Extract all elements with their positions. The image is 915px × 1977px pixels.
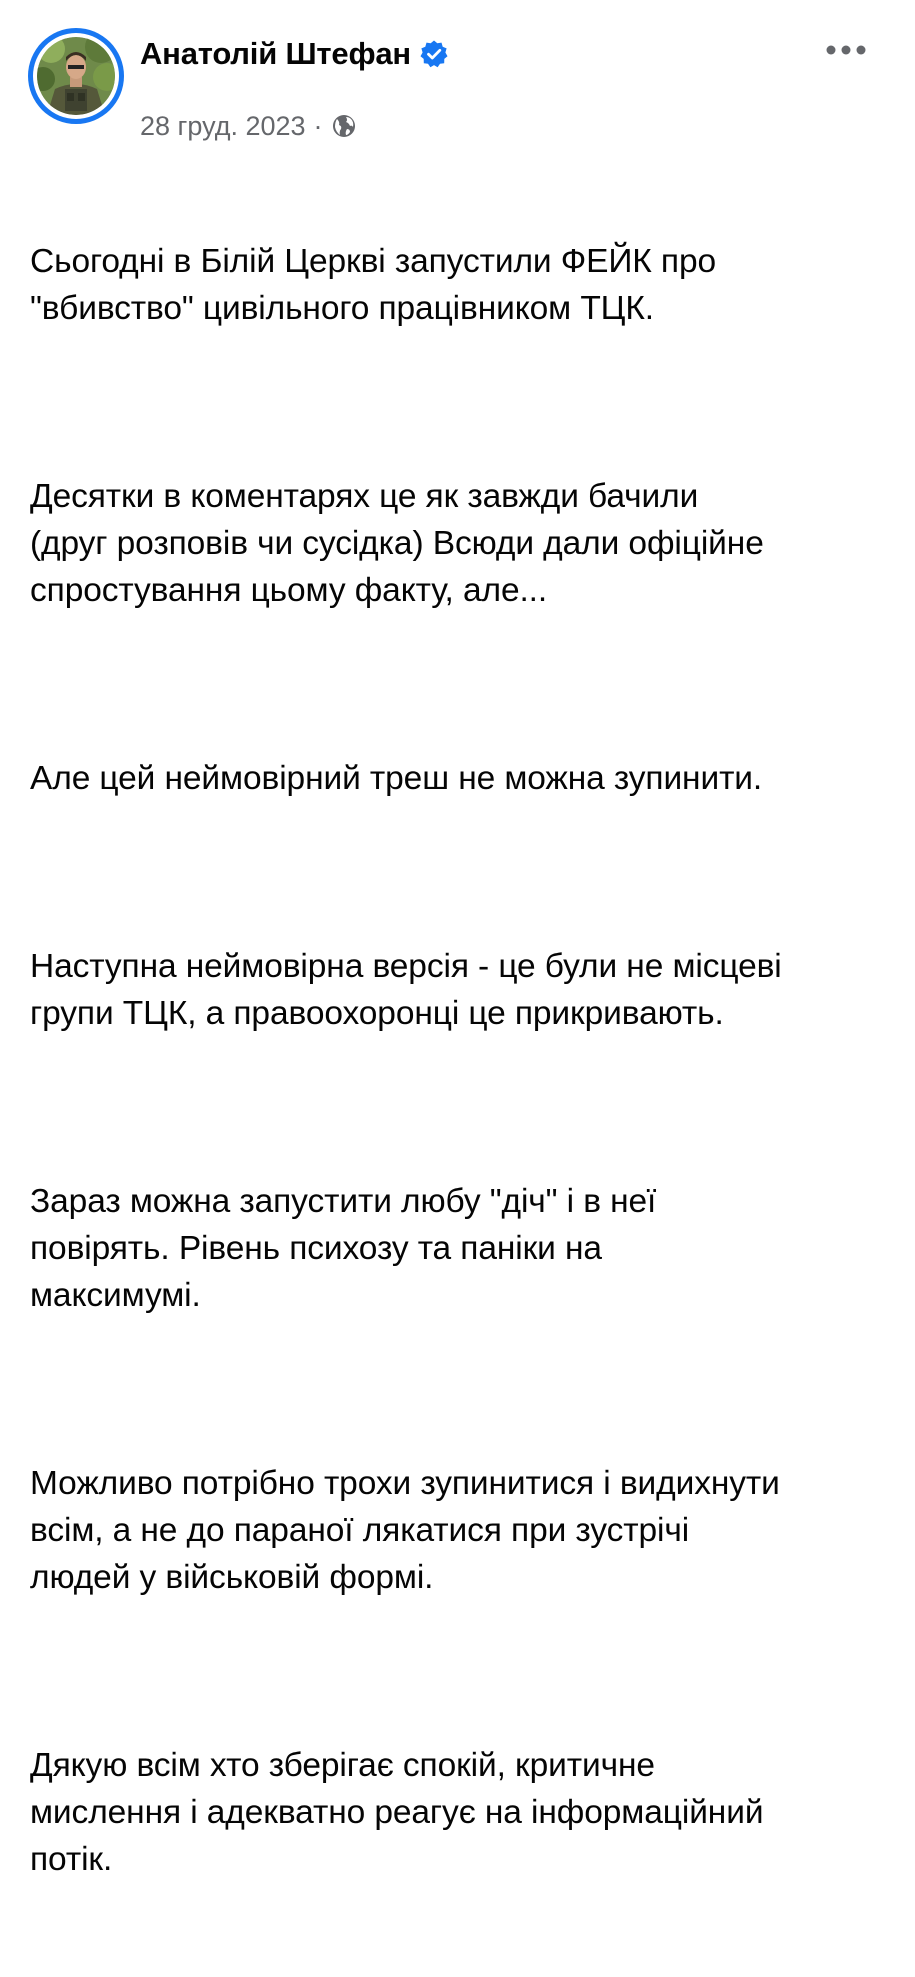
post-paragraph: Дякую всім хто зберігає спокій, критичне мислення і адекватно реагує на інформаційний потік.	[30, 1747, 764, 1878]
post-paragraph: Але цей неймовірний треш не можна зупинити.	[30, 760, 763, 797]
profile-photo	[37, 37, 115, 115]
post-paragraph: Наступна неймовірна версія - це були не місцеві групи ТЦК, а правоохоронці це прикривають.	[30, 948, 782, 1032]
meta-separator: ·	[313, 110, 323, 141]
post-paragraph: Десятки в коментарях це як завжди бачили (друг розповів чи сусідка) Всюди дали офіційне спростування цьому факту, але...	[30, 478, 764, 609]
post-meta	[140, 106, 357, 146]
verified-badge-icon	[419, 39, 449, 69]
post-paragraph: Сьогодні в Білій Церкві запустили ФЕЙК про "вбивство" цивільного працівником ТЦК.	[30, 243, 717, 327]
author-name[interactable]: Анатолій Штефан	[140, 36, 411, 71]
post-paragraph: Зараз можна запустити любу "діч" і в неї повірять. Рівень психозу та паніки на максимумі.	[30, 1183, 657, 1314]
avatar[interactable]	[28, 28, 124, 124]
more-horizontal-icon	[825, 44, 867, 56]
post-paragraph: Можливо потрібно трохи зупинитися і видихнути всім, а не до параної лякатися при зустрічі людей у військовій формі.	[30, 1465, 780, 1596]
author-row	[140, 32, 449, 76]
post-text	[30, 144, 892, 1977]
post-header	[28, 28, 888, 141]
more-options-button[interactable]	[816, 28, 876, 72]
post-date[interactable]: 28 груд. 2023	[140, 110, 306, 141]
globe-icon[interactable]	[331, 113, 357, 139]
